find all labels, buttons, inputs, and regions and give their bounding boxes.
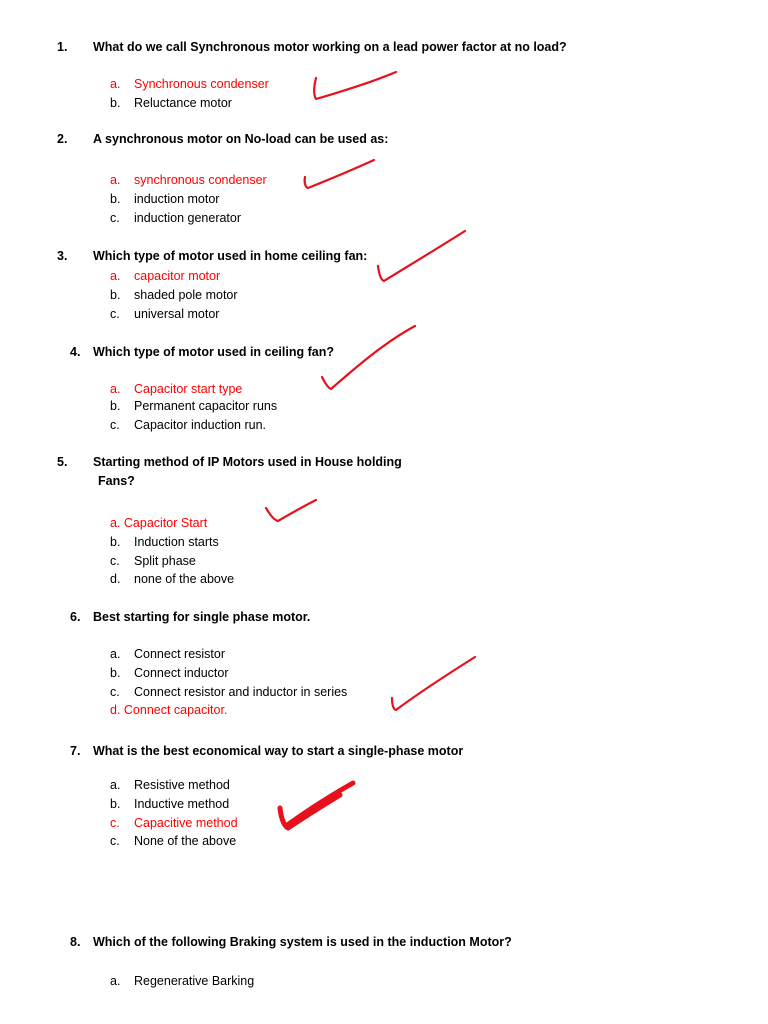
question-7-number: 7. [70, 744, 81, 758]
question-2-option-c: c. induction generator [110, 211, 242, 225]
question-4-option-c: c. Capacitor induction run. [110, 418, 267, 432]
check-mark-icon-q2 [305, 160, 374, 188]
question-3-option-c: c. universal motor [110, 307, 220, 321]
question-3-text: Which type of motor used in home ceiling fan: [93, 249, 368, 263]
question-6-number: 6. [70, 610, 81, 624]
question-5-option-c: c. Split phase [110, 554, 196, 568]
question-5-option-a: a. Capacitor Start [110, 516, 208, 530]
question-4-option-a: a. Capacitor start type [110, 382, 243, 396]
question-7-option-b: b. Inductive method [110, 797, 230, 811]
question-7-option-a: a. Resistive method [110, 778, 230, 792]
question-7-option-d: c. None of the above [110, 834, 237, 848]
question-6-option-a: a. Connect resistor [110, 647, 226, 661]
question-3-number: 3. [57, 249, 68, 263]
question-8-option-a: a. Regenerative Barking [110, 974, 255, 988]
question-6-option-d: d. Connect capacitor. [110, 703, 228, 717]
question-3-option-b: b. shaded pole motor [110, 288, 238, 302]
question-2-option-a: a. synchronous condenser [110, 173, 267, 187]
question-1-number: 1. [57, 40, 68, 54]
question-6-text: Best starting for single phase motor. [93, 610, 311, 624]
question-7-option-c: c. Capacitive method [110, 816, 238, 830]
question-4-number: 4. [70, 345, 81, 359]
question-5-number: 5. [57, 455, 68, 469]
question-1-option-b: b. Reluctance motor [110, 96, 232, 110]
question-5-option-d: d. none of the above [110, 572, 235, 586]
question-1-text: What do we call Synchronous motor working on a lead power factor at no load? [93, 40, 567, 54]
question-4-text: Which type of motor used in ceiling fan? [93, 345, 334, 359]
check-mark-icon-q1 [314, 72, 396, 99]
question-6-option-b: b. Connect inductor [110, 666, 229, 680]
question-1-option-a: a. Synchronous condenser [110, 77, 269, 91]
check-mark-icon-q7 [280, 783, 353, 828]
question-7-text: What is the best economical way to start a single-phase motor [93, 744, 464, 758]
question-8-number: 8. [70, 935, 81, 949]
check-mark-icon-q4 [322, 326, 415, 389]
question-5-text-continued: Fans? [98, 474, 135, 488]
question-2-option-b: b. induction motor [110, 192, 220, 206]
check-mark-icon-q3 [378, 231, 465, 281]
check-mark-icon-q5 [266, 500, 316, 521]
question-4-option-b: b. Permanent capacitor runs [110, 399, 278, 413]
question-6-option-c: c. Connect resistor and inductor in series [110, 685, 348, 699]
question-2-number: 2. [57, 132, 68, 146]
question-5-option-b: b. Induction starts [110, 535, 219, 549]
question-3-option-a: a. capacitor motor [110, 269, 221, 283]
check-mark-icon-q6 [392, 657, 475, 710]
question-8-text: Which of the following Braking system is used in the induction Motor? [93, 935, 512, 949]
question-5-text: Starting method of IP Motors used in House holding [93, 455, 402, 469]
question-2-text: A synchronous motor on No-load can be used as: [93, 132, 389, 146]
